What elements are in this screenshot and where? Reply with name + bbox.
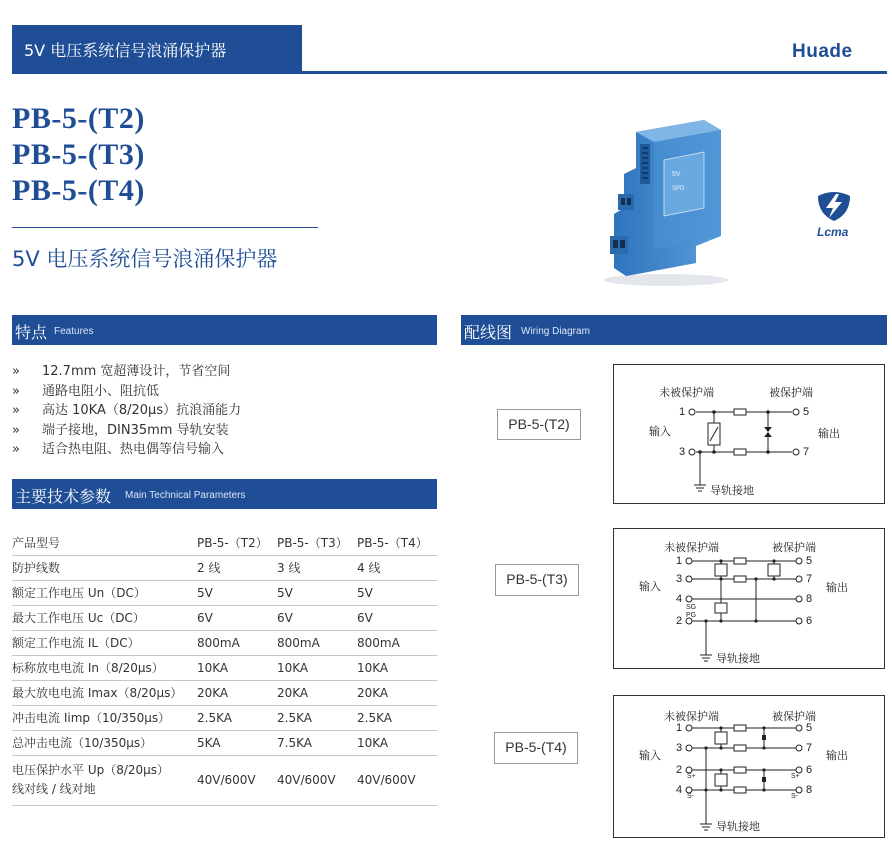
table-header-row xyxy=(12,530,437,555)
pin-number: 6 xyxy=(806,615,813,627)
pin-number: 5 xyxy=(806,555,813,567)
table-row xyxy=(12,755,437,805)
pin-number: 5 xyxy=(806,722,813,734)
pin-number: 1 xyxy=(676,555,683,567)
signal-mark: S+ xyxy=(791,773,800,780)
table-cell: 800mA xyxy=(357,630,437,655)
protected-end-label: 被保护端 xyxy=(772,710,816,723)
product-label-voltage: 5V xyxy=(672,171,681,178)
params-section-title: 主要技术参数 xyxy=(15,487,112,506)
table-cell: 6V xyxy=(277,605,357,630)
wiring-diagram-t4 xyxy=(613,695,885,838)
pin-number: 4 xyxy=(676,593,683,605)
table-cell: 额定工作电流 IL（DC） xyxy=(12,630,197,655)
table-row xyxy=(12,580,437,605)
spec-table xyxy=(12,530,437,806)
table-cell-line: 线对线 / 线对地 xyxy=(12,782,96,796)
diagram-tag-t2: PB-5-(T2) xyxy=(497,409,581,440)
model-title-t2: PB-5-(T2) xyxy=(12,102,145,135)
features-section-header xyxy=(12,315,437,345)
table-row xyxy=(12,605,437,630)
wiring-section-header xyxy=(461,315,887,345)
pin-number: 2 xyxy=(676,764,683,776)
signal-mark: S- xyxy=(687,793,694,800)
table-cell: 10KA xyxy=(197,655,277,680)
wiring-section-title: 配线图 xyxy=(464,323,513,342)
table-header-cell: PB-5-（T2） xyxy=(197,530,277,555)
diagram-tag-t3: PB-5-(T3) xyxy=(495,564,579,596)
pin-number: 7 xyxy=(806,573,813,585)
table-cell: 800mA xyxy=(277,630,357,655)
table-cell: 2.5KA xyxy=(357,705,437,730)
wiring-schematic-t4 xyxy=(614,696,886,839)
features-list xyxy=(12,362,241,460)
feature-item: » 高达 10KA（8/20μs）抗浪涌能力 xyxy=(12,401,241,421)
table-cell: 10KA xyxy=(277,655,357,680)
rail-ground-label: 导轨接地 xyxy=(710,484,754,497)
table-cell: 防护线数 xyxy=(12,555,197,580)
table-row xyxy=(12,630,437,655)
logo-text: Lcma xyxy=(817,225,849,239)
unprotected-end-label: 未被保护端 xyxy=(659,386,714,399)
header-rule xyxy=(12,71,887,74)
model-title-t3: PB-5-(T3) xyxy=(12,138,145,171)
table-cell: 20KA xyxy=(357,680,437,705)
product-image xyxy=(596,118,741,288)
table-cell: 2.5KA xyxy=(197,705,277,730)
table-cell: 6V xyxy=(197,605,277,630)
table-header-cell: PB-5-（T3） xyxy=(277,530,357,555)
table-cell: 4 线 xyxy=(357,555,437,580)
table-cell: 2 线 xyxy=(197,555,277,580)
table-row xyxy=(12,705,437,730)
input-label: 输入 xyxy=(639,749,661,762)
table-cell: 3 线 xyxy=(277,555,357,580)
wiring-schematic-t3 xyxy=(614,529,886,670)
pin-number: 1 xyxy=(679,406,686,418)
diagram-tag-t4: PB-5-(T4) xyxy=(494,732,578,764)
params-section-header xyxy=(12,479,437,509)
unprotected-end-label: 未被保护端 xyxy=(664,710,719,723)
protected-end-label: 被保护端 xyxy=(769,386,813,399)
pin-number: 2 xyxy=(676,615,683,627)
title-underline xyxy=(12,227,318,228)
product-label-type: SPD xyxy=(672,186,685,192)
rail-ground-label: 导轨接地 xyxy=(716,652,760,665)
product-subtitle: 5V 电压系统信号浪涌保护器 xyxy=(12,247,278,271)
feature-item: » 端子接地，DIN35mm 导轨安装 xyxy=(12,421,241,441)
table-cell: 5V xyxy=(357,580,437,605)
table-row xyxy=(12,555,437,580)
table-cell: 7.5KA xyxy=(277,730,357,755)
table-cell-line: 电压保护水平 Up（8/20μs） xyxy=(12,763,170,777)
lightning-logo-icon xyxy=(816,190,852,222)
feature-item: » 适合热电阻、热电偶等信号输入 xyxy=(12,440,241,460)
features-section-subtitle: Features xyxy=(54,326,94,337)
features-section-title: 特点 xyxy=(15,323,48,342)
pin-number: 6 xyxy=(806,764,813,776)
pin-number: 1 xyxy=(676,722,683,734)
table-cell: 20KA xyxy=(197,680,277,705)
wiring-section-subtitle: Wiring Diagram xyxy=(521,326,590,337)
pin-number: 3 xyxy=(676,573,683,585)
output-label: 输出 xyxy=(826,581,848,594)
table-cell: 标称放电电流 In（8/20μs） xyxy=(12,655,197,680)
table-cell: 5V xyxy=(197,580,277,605)
table-cell: 最大工作电压 Uc（DC） xyxy=(12,605,197,630)
table-header-cell: 产品型号 xyxy=(12,530,197,555)
unprotected-end-label: 未被保护端 xyxy=(664,541,719,554)
table-cell: 5V xyxy=(277,580,357,605)
signal-mark: SG xyxy=(686,604,697,611)
table-cell: 40V/600V xyxy=(277,755,357,805)
protected-end-label: 被保护端 xyxy=(772,541,816,554)
params-section-subtitle: Main Technical Parameters xyxy=(125,490,246,501)
table-cell: 20KA xyxy=(277,680,357,705)
table-cell: 10KA xyxy=(357,655,437,680)
signal-mark: S+ xyxy=(687,773,696,780)
pin-number: 7 xyxy=(806,742,813,754)
table-cell: 额定工作电压 Un（DC） xyxy=(12,580,197,605)
output-label: 输出 xyxy=(818,427,840,440)
table-cell: 40V/600V xyxy=(357,755,437,805)
table-cell: 冲击电流 Iimp（10/350μs） xyxy=(12,705,197,730)
table-row xyxy=(12,680,437,705)
pin-number: 8 xyxy=(806,784,813,796)
table-row xyxy=(12,655,437,680)
pin-number: 8 xyxy=(806,593,813,605)
output-label: 输出 xyxy=(826,749,848,762)
header-title: 5V 电压系统信号浪涌保护器 xyxy=(24,41,227,60)
table-cell: 40V/600V xyxy=(197,755,277,805)
table-cell xyxy=(12,755,197,805)
pin-number: 3 xyxy=(676,742,683,754)
pin-number: 7 xyxy=(803,446,810,458)
table-cell: 800mA xyxy=(197,630,277,655)
table-row xyxy=(12,730,437,755)
rail-ground-label: 导轨接地 xyxy=(716,820,760,833)
input-label: 输入 xyxy=(649,425,671,438)
table-header-cell: PB-5-（T4） xyxy=(357,530,437,555)
pin-number: 3 xyxy=(679,446,686,458)
input-label: 输入 xyxy=(639,580,661,593)
pin-number: 4 xyxy=(676,784,683,796)
brand-name: Huade xyxy=(792,41,853,62)
table-cell: 10KA xyxy=(357,730,437,755)
feature-item: » 通路电阻小、阻抗低 xyxy=(12,382,241,402)
table-cell: 6V xyxy=(357,605,437,630)
wiring-diagram-t2 xyxy=(613,364,885,504)
wiring-diagram-t3 xyxy=(613,528,885,669)
model-title-t4: PB-5-(T4) xyxy=(12,174,145,207)
signal-mark: S- xyxy=(791,793,798,800)
table-cell: 5KA xyxy=(197,730,277,755)
pin-number: 5 xyxy=(803,406,810,418)
signal-mark: PG xyxy=(686,612,697,619)
feature-item: » 12.7mm 宽超薄设计，节省空间 xyxy=(12,362,241,382)
table-cell: 总冲击电流（10/350μs） xyxy=(12,730,197,755)
header-title-bar xyxy=(12,25,302,72)
table-cell: 最大放电电流 Imax（8/20μs） xyxy=(12,680,197,705)
table-cell: 2.5KA xyxy=(277,705,357,730)
